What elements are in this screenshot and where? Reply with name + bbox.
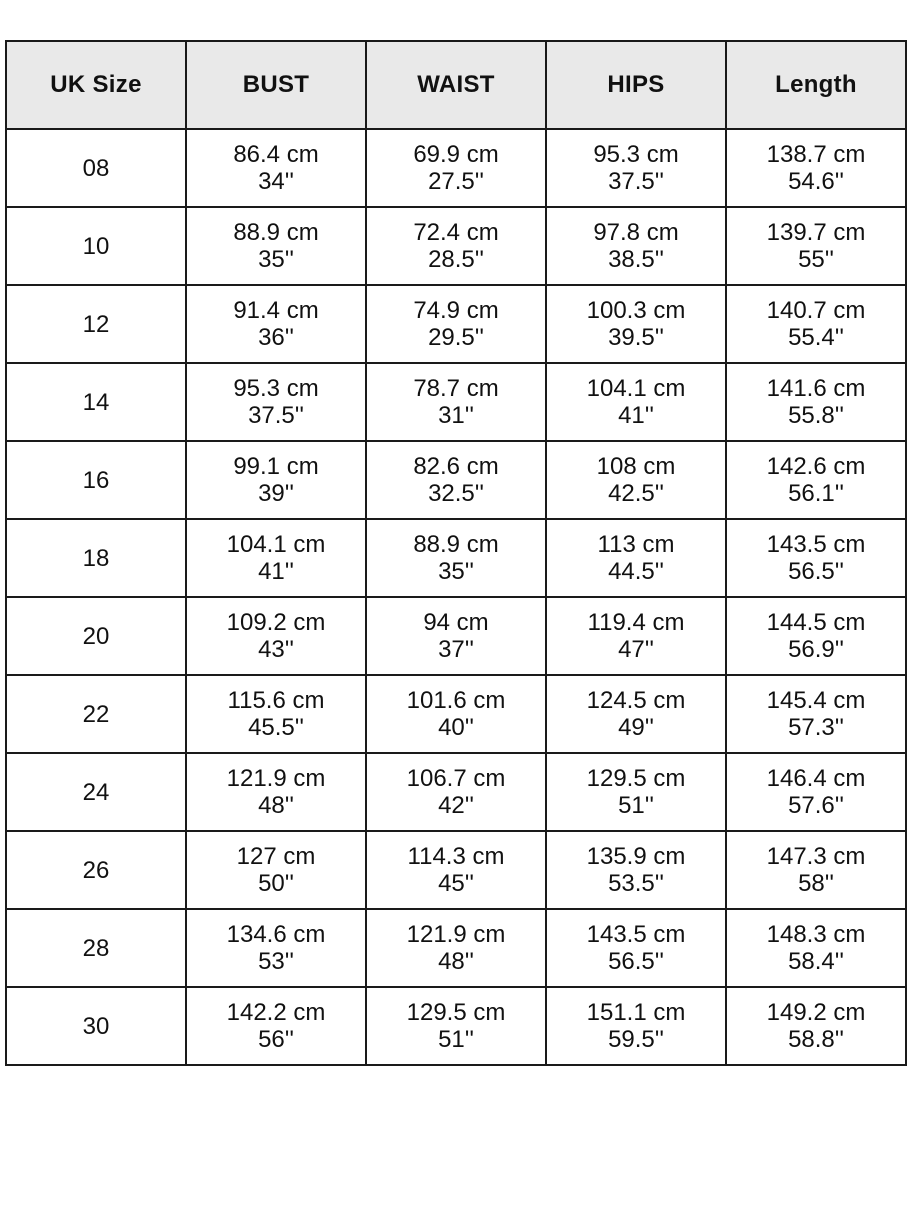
bust-cell	[186, 753, 366, 831]
uk-size-cell: 16	[6, 441, 186, 519]
waist-cell	[366, 597, 546, 675]
length-inch-value: 56.1''	[788, 480, 844, 507]
hips-cm-value: 108 cm	[596, 453, 676, 480]
bust-cell	[186, 207, 366, 285]
table-row	[6, 441, 906, 519]
hips-cell	[546, 675, 726, 753]
bust-inch-value: 41''	[258, 558, 294, 585]
bust-inch-value: 45.5''	[248, 714, 304, 741]
length-cell	[726, 207, 906, 285]
waist-cm-value: 114.3 cm	[407, 843, 505, 870]
hips-inch-value: 47''	[618, 636, 654, 663]
bust-cm-value: 95.3 cm	[233, 375, 319, 402]
waist-inch-value: 42''	[438, 792, 474, 819]
hips-cm-value: 124.5 cm	[586, 687, 686, 714]
table-row	[6, 519, 906, 597]
length-cm-value: 147.3 cm	[766, 843, 866, 870]
waist-cell	[366, 675, 546, 753]
hips-inch-value: 37.5''	[608, 168, 664, 195]
hips-cell	[546, 363, 726, 441]
bust-inch-value: 36''	[258, 324, 294, 351]
length-cm-value: 148.3 cm	[766, 921, 866, 948]
waist-cm-value: 88.9 cm	[413, 531, 499, 558]
header-length: Length	[726, 41, 906, 129]
bust-inch-value: 37.5''	[248, 402, 304, 429]
waist-inch-value: 31''	[438, 402, 474, 429]
bust-cell	[186, 909, 366, 987]
hips-cm-value: 100.3 cm	[586, 297, 686, 324]
waist-cell	[366, 753, 546, 831]
length-inch-value: 58.8''	[788, 1026, 844, 1053]
bust-cell	[186, 987, 366, 1065]
bust-inch-value: 43''	[258, 636, 294, 663]
table-row	[6, 987, 906, 1065]
length-cell	[726, 285, 906, 363]
bust-inch-value: 35''	[258, 246, 294, 273]
header-bust: BUST	[186, 41, 366, 129]
length-inch-value: 55.8''	[788, 402, 844, 429]
waist-cell	[366, 207, 546, 285]
length-cell	[726, 675, 906, 753]
waist-cell	[366, 831, 546, 909]
uk-size-cell: 10	[6, 207, 186, 285]
length-inch-value: 54.6''	[788, 168, 844, 195]
table-row	[6, 597, 906, 675]
hips-cell	[546, 753, 726, 831]
hips-cell	[546, 597, 726, 675]
table-row	[6, 129, 906, 207]
bust-inch-value: 53''	[258, 948, 294, 975]
bust-cell	[186, 441, 366, 519]
waist-cm-value: 74.9 cm	[413, 297, 499, 324]
hips-inch-value: 59.5''	[608, 1026, 664, 1053]
waist-cell	[366, 441, 546, 519]
length-cm-value: 142.6 cm	[766, 453, 866, 480]
size-chart-table	[5, 40, 907, 1066]
waist-inch-value: 51''	[438, 1026, 474, 1053]
table-row	[6, 909, 906, 987]
waist-cm-value: 101.6 cm	[406, 687, 506, 714]
hips-cm-value: 104.1 cm	[586, 375, 686, 402]
hips-cell	[546, 207, 726, 285]
bust-inch-value: 48''	[258, 792, 294, 819]
header-hips: HIPS	[546, 41, 726, 129]
bust-inch-value: 50''	[258, 870, 294, 897]
waist-cm-value: 82.6 cm	[413, 453, 499, 480]
hips-cm-value: 113 cm	[597, 531, 675, 558]
waist-cell	[366, 363, 546, 441]
waist-cell	[366, 285, 546, 363]
waist-cm-value: 121.9 cm	[406, 921, 506, 948]
waist-inch-value: 32.5''	[428, 480, 484, 507]
length-cm-value: 144.5 cm	[766, 609, 866, 636]
bust-cm-value: 127 cm	[236, 843, 316, 870]
length-inch-value: 57.3''	[788, 714, 844, 741]
table-row	[6, 363, 906, 441]
hips-cm-value: 151.1 cm	[586, 999, 686, 1026]
hips-inch-value: 39.5''	[608, 324, 664, 351]
waist-inch-value: 27.5''	[428, 168, 484, 195]
bust-cell	[186, 675, 366, 753]
bust-cm-value: 142.2 cm	[226, 999, 326, 1026]
length-cm-value: 145.4 cm	[766, 687, 866, 714]
hips-inch-value: 56.5''	[608, 948, 664, 975]
bust-cm-value: 104.1 cm	[226, 531, 326, 558]
table-body	[6, 129, 906, 1065]
waist-cm-value: 129.5 cm	[406, 999, 506, 1026]
length-cell	[726, 831, 906, 909]
length-inch-value: 57.6''	[788, 792, 844, 819]
length-cm-value: 143.5 cm	[766, 531, 866, 558]
uk-size-cell: 14	[6, 363, 186, 441]
table-row	[6, 753, 906, 831]
table-row	[6, 675, 906, 753]
uk-size-cell: 30	[6, 987, 186, 1065]
waist-cm-value: 69.9 cm	[413, 141, 499, 168]
table-row	[6, 831, 906, 909]
length-inch-value: 56.5''	[788, 558, 844, 585]
bust-cm-value: 115.6 cm	[227, 687, 325, 714]
length-cell	[726, 753, 906, 831]
hips-inch-value: 41''	[618, 402, 654, 429]
hips-cell	[546, 519, 726, 597]
length-cell	[726, 441, 906, 519]
uk-size-cell: 24	[6, 753, 186, 831]
uk-size-cell: 28	[6, 909, 186, 987]
waist-cm-value: 72.4 cm	[413, 219, 499, 246]
length-cm-value: 141.6 cm	[766, 375, 866, 402]
length-cell	[726, 987, 906, 1065]
table-row	[6, 207, 906, 285]
hips-cm-value: 95.3 cm	[593, 141, 679, 168]
hips-cm-value: 129.5 cm	[586, 765, 686, 792]
waist-inch-value: 45''	[438, 870, 474, 897]
hips-cell	[546, 909, 726, 987]
waist-cm-value: 78.7 cm	[413, 375, 499, 402]
hips-cell	[546, 441, 726, 519]
header-waist: WAIST	[366, 41, 546, 129]
bust-cell	[186, 597, 366, 675]
uk-size-cell: 18	[6, 519, 186, 597]
bust-cm-value: 121.9 cm	[226, 765, 326, 792]
hips-cm-value: 97.8 cm	[593, 219, 679, 246]
length-inch-value: 55.4''	[788, 324, 844, 351]
length-cm-value: 140.7 cm	[766, 297, 866, 324]
table-row	[6, 285, 906, 363]
length-cell	[726, 129, 906, 207]
bust-cell	[186, 129, 366, 207]
bust-cm-value: 109.2 cm	[226, 609, 326, 636]
bust-cm-value: 86.4 cm	[233, 141, 319, 168]
waist-inch-value: 48''	[438, 948, 474, 975]
waist-cm-value: 94 cm	[423, 609, 489, 636]
waist-inch-value: 35''	[438, 558, 474, 585]
waist-inch-value: 37''	[438, 636, 474, 663]
length-cell	[726, 519, 906, 597]
length-cm-value: 139.7 cm	[766, 219, 866, 246]
waist-cell	[366, 987, 546, 1065]
uk-size-cell: 20	[6, 597, 186, 675]
length-cm-value: 149.2 cm	[766, 999, 866, 1026]
hips-cm-value: 119.4 cm	[587, 609, 685, 636]
uk-size-cell: 26	[6, 831, 186, 909]
waist-inch-value: 40''	[438, 714, 474, 741]
hips-inch-value: 49''	[618, 714, 654, 741]
waist-cm-value: 106.7 cm	[406, 765, 506, 792]
bust-cell	[186, 285, 366, 363]
hips-inch-value: 53.5''	[608, 870, 664, 897]
table-header	[6, 41, 906, 129]
bust-inch-value: 34''	[258, 168, 294, 195]
bust-cm-value: 91.4 cm	[233, 297, 319, 324]
length-inch-value: 58''	[798, 870, 834, 897]
length-inch-value: 56.9''	[788, 636, 844, 663]
bust-cm-value: 88.9 cm	[233, 219, 319, 246]
hips-inch-value: 51''	[618, 792, 654, 819]
hips-cell	[546, 129, 726, 207]
waist-inch-value: 29.5''	[428, 324, 484, 351]
length-inch-value: 58.4''	[788, 948, 844, 975]
length-cell	[726, 363, 906, 441]
length-cell	[726, 909, 906, 987]
bust-cell	[186, 519, 366, 597]
bust-cm-value: 99.1 cm	[233, 453, 319, 480]
hips-cell	[546, 831, 726, 909]
hips-cell	[546, 987, 726, 1065]
uk-size-cell: 22	[6, 675, 186, 753]
length-cell	[726, 597, 906, 675]
waist-cell	[366, 129, 546, 207]
hips-inch-value: 38.5''	[608, 246, 664, 273]
waist-cell	[366, 909, 546, 987]
uk-size-cell: 08	[6, 129, 186, 207]
bust-cell	[186, 831, 366, 909]
length-cm-value: 146.4 cm	[766, 765, 866, 792]
header-row	[6, 41, 906, 129]
waist-inch-value: 28.5''	[428, 246, 484, 273]
hips-cell	[546, 285, 726, 363]
bust-cm-value: 134.6 cm	[226, 921, 326, 948]
bust-cell	[186, 363, 366, 441]
hips-inch-value: 42.5''	[608, 480, 664, 507]
uk-size-cell: 12	[6, 285, 186, 363]
hips-inch-value: 44.5''	[608, 558, 664, 585]
bust-inch-value: 39''	[258, 480, 294, 507]
length-inch-value: 55''	[798, 246, 834, 273]
waist-cell	[366, 519, 546, 597]
hips-cm-value: 143.5 cm	[586, 921, 686, 948]
hips-cm-value: 135.9 cm	[586, 843, 686, 870]
header-uk-size: UK Size	[6, 41, 186, 129]
bust-inch-value: 56''	[258, 1026, 294, 1053]
length-cm-value: 138.7 cm	[766, 141, 866, 168]
